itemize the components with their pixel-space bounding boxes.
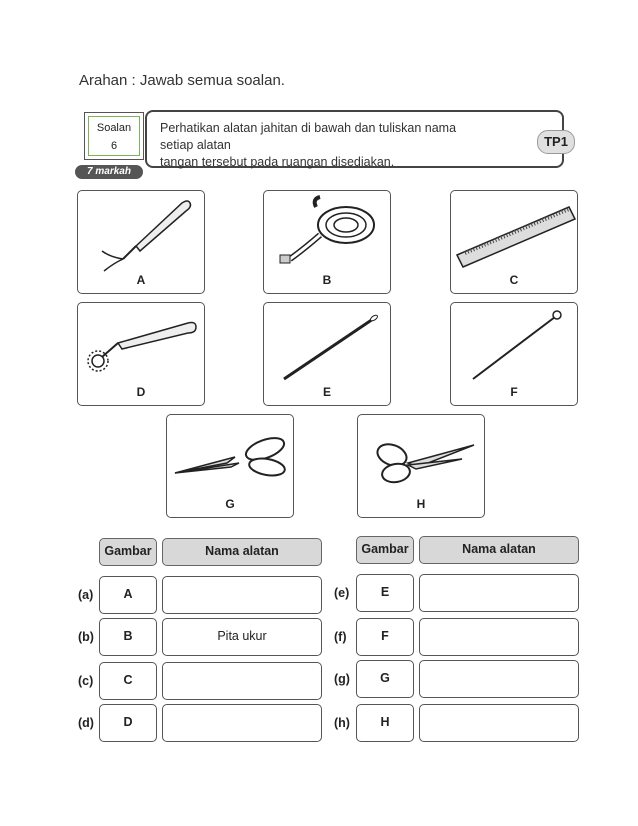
row-label-g: (g)	[334, 672, 350, 686]
answer-field-b[interactable]: Pita ukur	[162, 618, 322, 656]
question-text-line1: Perhatikan alatan jahitan di bawah dan tuliskan nama setiap alatan	[160, 121, 457, 152]
answer-field-e[interactable]	[419, 574, 579, 612]
header-name-left: Nama alatan	[162, 538, 322, 566]
row-label-h: (h)	[334, 716, 350, 730]
picture-card-h	[357, 414, 485, 518]
row-picture-a: A	[99, 576, 157, 614]
row-picture-d: D	[99, 704, 157, 742]
picture-letter: C	[509, 273, 519, 287]
row-label-b: (b)	[78, 630, 94, 644]
picture-letter: H	[416, 497, 426, 511]
row-label-c: (c)	[78, 674, 94, 688]
question-text-line2: tangan tersebut pada ruangan disediakan.	[160, 155, 395, 169]
header-name-right: Nama alatan	[419, 536, 579, 564]
instruction-text: Arahan : Jawab semua soalan.	[79, 72, 285, 89]
picture-letter: F	[510, 385, 518, 399]
picture-letter: B	[322, 273, 332, 287]
picture-card-b	[263, 190, 391, 294]
picture-card-f	[450, 302, 578, 406]
question-label: Soalan	[96, 122, 132, 134]
answer-field-c[interactable]	[162, 662, 322, 700]
row-picture-b: B	[99, 618, 157, 656]
question-number: 6	[110, 140, 118, 152]
tp-badge: TP1	[537, 130, 575, 154]
question-text	[160, 120, 490, 171]
question-number-inner	[88, 116, 140, 156]
row-picture-g: G	[356, 660, 414, 698]
marks-badge: 7 markah	[75, 165, 143, 179]
picture-letter: D	[136, 385, 146, 399]
answer-field-f[interactable]	[419, 618, 579, 656]
answer-field-d[interactable]	[162, 704, 322, 742]
row-label-e: (e)	[334, 586, 350, 600]
picture-card-a	[77, 190, 205, 294]
picture-card-g	[166, 414, 294, 518]
answer-field-h[interactable]	[419, 704, 579, 742]
answer-field-g[interactable]	[419, 660, 579, 698]
answer-field-a[interactable]	[162, 576, 322, 614]
header-picture-left: Gambar	[99, 538, 157, 566]
row-label-d: (d)	[78, 716, 94, 730]
question-number-box	[84, 112, 144, 160]
row-label-f: (f)	[334, 630, 347, 644]
picture-letter: A	[136, 273, 146, 287]
row-picture-h: H	[356, 704, 414, 742]
header-picture-right: Gambar	[356, 536, 414, 564]
row-picture-c: C	[99, 662, 157, 700]
picture-letter: E	[322, 385, 331, 399]
picture-letter: G	[225, 497, 235, 511]
picture-card-e	[263, 302, 391, 406]
row-picture-e: E	[356, 574, 414, 612]
picture-card-d	[77, 302, 205, 406]
picture-card-c	[450, 190, 578, 294]
row-picture-f: F	[356, 618, 414, 656]
row-label-a: (a)	[78, 588, 94, 602]
